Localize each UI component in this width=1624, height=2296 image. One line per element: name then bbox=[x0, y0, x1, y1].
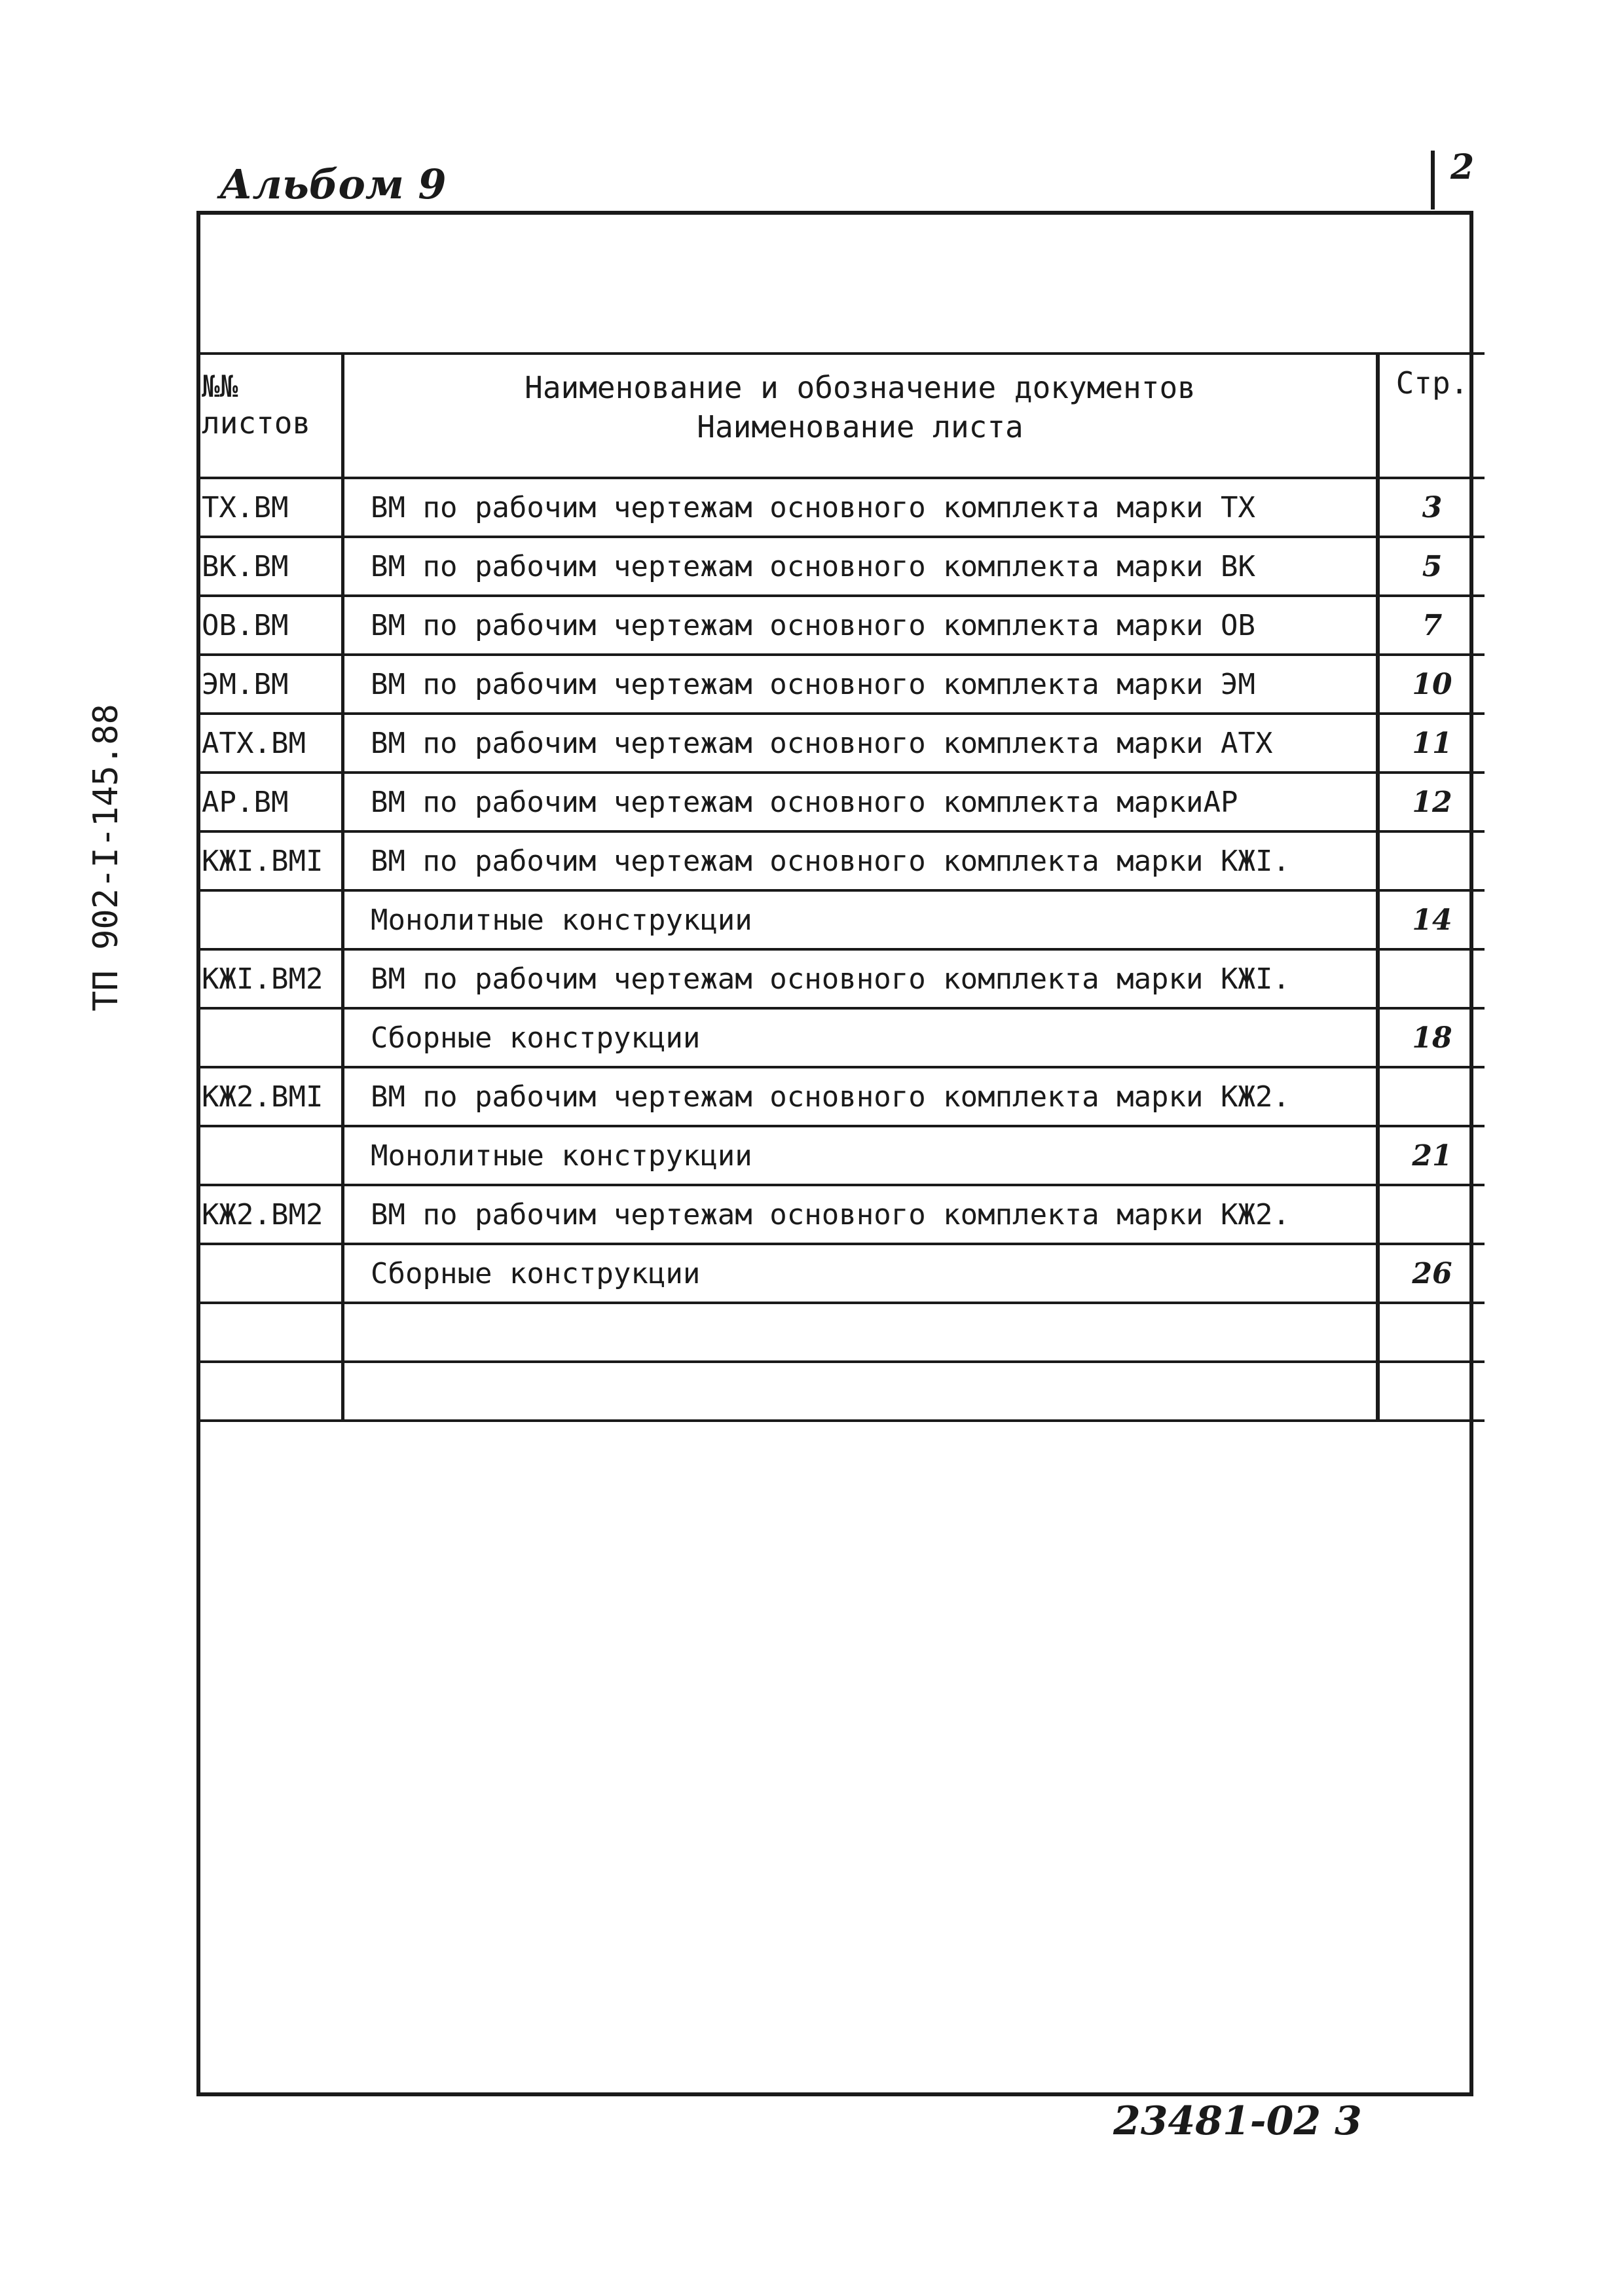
row-sheet-code bbox=[196, 1362, 343, 1421]
row-document-name bbox=[343, 1362, 1378, 1421]
row-page-number: 3 bbox=[1378, 478, 1485, 537]
row-sheet-code: ТХ.ВМ bbox=[196, 478, 343, 537]
row-document-name: ВМ по рабочим чертежам основного комплекта марки ВК bbox=[343, 537, 1378, 596]
row-document-name: ВМ по рабочим чертежам основного комплекта марки КЖI. bbox=[343, 831, 1378, 890]
row-sheet-code: ОВ.ВМ bbox=[196, 596, 343, 655]
row-sheet-code bbox=[196, 1008, 343, 1067]
header-document-name bbox=[343, 354, 1378, 478]
row-sheet-code bbox=[196, 1303, 343, 1362]
table-row bbox=[196, 773, 1485, 831]
table-row bbox=[196, 537, 1485, 596]
row-sheet-code: АТХ.ВМ bbox=[196, 714, 343, 773]
table-row bbox=[196, 1126, 1485, 1185]
row-document-name: ВМ по рабочим чертежам основного комплекта маркиАР bbox=[343, 773, 1378, 831]
row-page-number: 14 bbox=[1378, 890, 1485, 949]
table-header-row bbox=[196, 354, 1485, 478]
row-sheet-code: АР.ВМ bbox=[196, 773, 343, 831]
row-sheet-code bbox=[196, 1244, 343, 1303]
table-row bbox=[196, 831, 1485, 890]
row-page-number bbox=[1378, 1362, 1485, 1421]
row-document-name: ВМ по рабочим чертежам основного комплекта марки КЖ2. bbox=[343, 1185, 1378, 1244]
row-document-name: ВМ по рабочим чертежам основного комплекта марки КЖ2. bbox=[343, 1067, 1378, 1126]
row-sheet-code: ВК.ВМ bbox=[196, 537, 343, 596]
row-sheet-code: КЖ2.ВМ2 bbox=[196, 1185, 343, 1244]
table-row bbox=[196, 714, 1485, 773]
row-page-number bbox=[1378, 1185, 1485, 1244]
table-row bbox=[196, 596, 1485, 655]
table-row bbox=[196, 949, 1485, 1008]
row-page-number bbox=[1378, 1067, 1485, 1126]
row-document-name: ВМ по рабочим чертежам основного комплекта марки ТХ bbox=[343, 478, 1378, 537]
table-row bbox=[196, 1185, 1485, 1244]
header-name-line-1: Наименование и обозначение документов bbox=[525, 370, 1196, 405]
table-row bbox=[196, 1008, 1485, 1067]
row-sheet-code bbox=[196, 1126, 343, 1185]
row-document-name: ВМ по рабочим чертежам основного комплекта марки АТХ bbox=[343, 714, 1378, 773]
header-code-line-2: листов bbox=[202, 405, 311, 441]
row-sheet-code: ЭМ.ВМ bbox=[196, 655, 343, 714]
table-row bbox=[196, 1244, 1485, 1303]
row-document-name: Монолитные конструкции bbox=[343, 1126, 1378, 1185]
row-document-name: ВМ по рабочим чертежам основного комплекта марки ЭМ bbox=[343, 655, 1378, 714]
contents-table-body bbox=[196, 478, 1485, 1421]
row-page-number: 21 bbox=[1378, 1126, 1485, 1185]
row-page-number: 26 bbox=[1378, 1244, 1485, 1303]
header-name-line-2: Наименование листа bbox=[697, 409, 1024, 445]
row-page-number: 12 bbox=[1378, 773, 1485, 831]
row-page-number: 18 bbox=[1378, 1008, 1485, 1067]
row-document-name: ВМ по рабочим чертежам основного комплекта марки ОВ bbox=[343, 596, 1378, 655]
row-page-number bbox=[1378, 1303, 1485, 1362]
row-document-name bbox=[343, 1303, 1378, 1362]
table-row bbox=[196, 1362, 1485, 1421]
row-page-number: 5 bbox=[1378, 537, 1485, 596]
row-sheet-code bbox=[196, 890, 343, 949]
row-page-number bbox=[1378, 831, 1485, 890]
row-page-number: 10 bbox=[1378, 655, 1485, 714]
header-code-line-1: №№ bbox=[202, 369, 238, 404]
row-document-name: Сборные конструкции bbox=[343, 1244, 1378, 1303]
row-page-number: 7 bbox=[1378, 596, 1485, 655]
document-number: 23481-02 3 bbox=[1113, 2098, 1362, 2144]
side-document-code: ТП 902-I-145.88 bbox=[86, 704, 126, 1011]
table-row bbox=[196, 655, 1485, 714]
row-document-name: ВМ по рабочим чертежам основного комплекта марки КЖI. bbox=[343, 949, 1378, 1008]
contents-table bbox=[196, 352, 1485, 1422]
page-number-corner: 2 bbox=[1450, 147, 1475, 187]
header-page: Стр. bbox=[1378, 354, 1485, 478]
table-row bbox=[196, 890, 1485, 949]
row-sheet-code: КЖI.ВМ2 bbox=[196, 949, 343, 1008]
row-sheet-code: КЖI.ВМI bbox=[196, 831, 343, 890]
album-label: Альбом 9 bbox=[219, 160, 447, 208]
header-sheet-numbers bbox=[196, 354, 343, 478]
row-document-name: Монолитные конструкции bbox=[343, 890, 1378, 949]
row-page-number: 11 bbox=[1378, 714, 1485, 773]
table-row bbox=[196, 478, 1485, 537]
row-page-number bbox=[1378, 949, 1485, 1008]
table-row bbox=[196, 1067, 1485, 1126]
table-row bbox=[196, 1303, 1485, 1362]
corner-divider bbox=[1431, 151, 1435, 210]
row-document-name: Сборные конструкции bbox=[343, 1008, 1378, 1067]
row-sheet-code: КЖ2.ВМI bbox=[196, 1067, 343, 1126]
